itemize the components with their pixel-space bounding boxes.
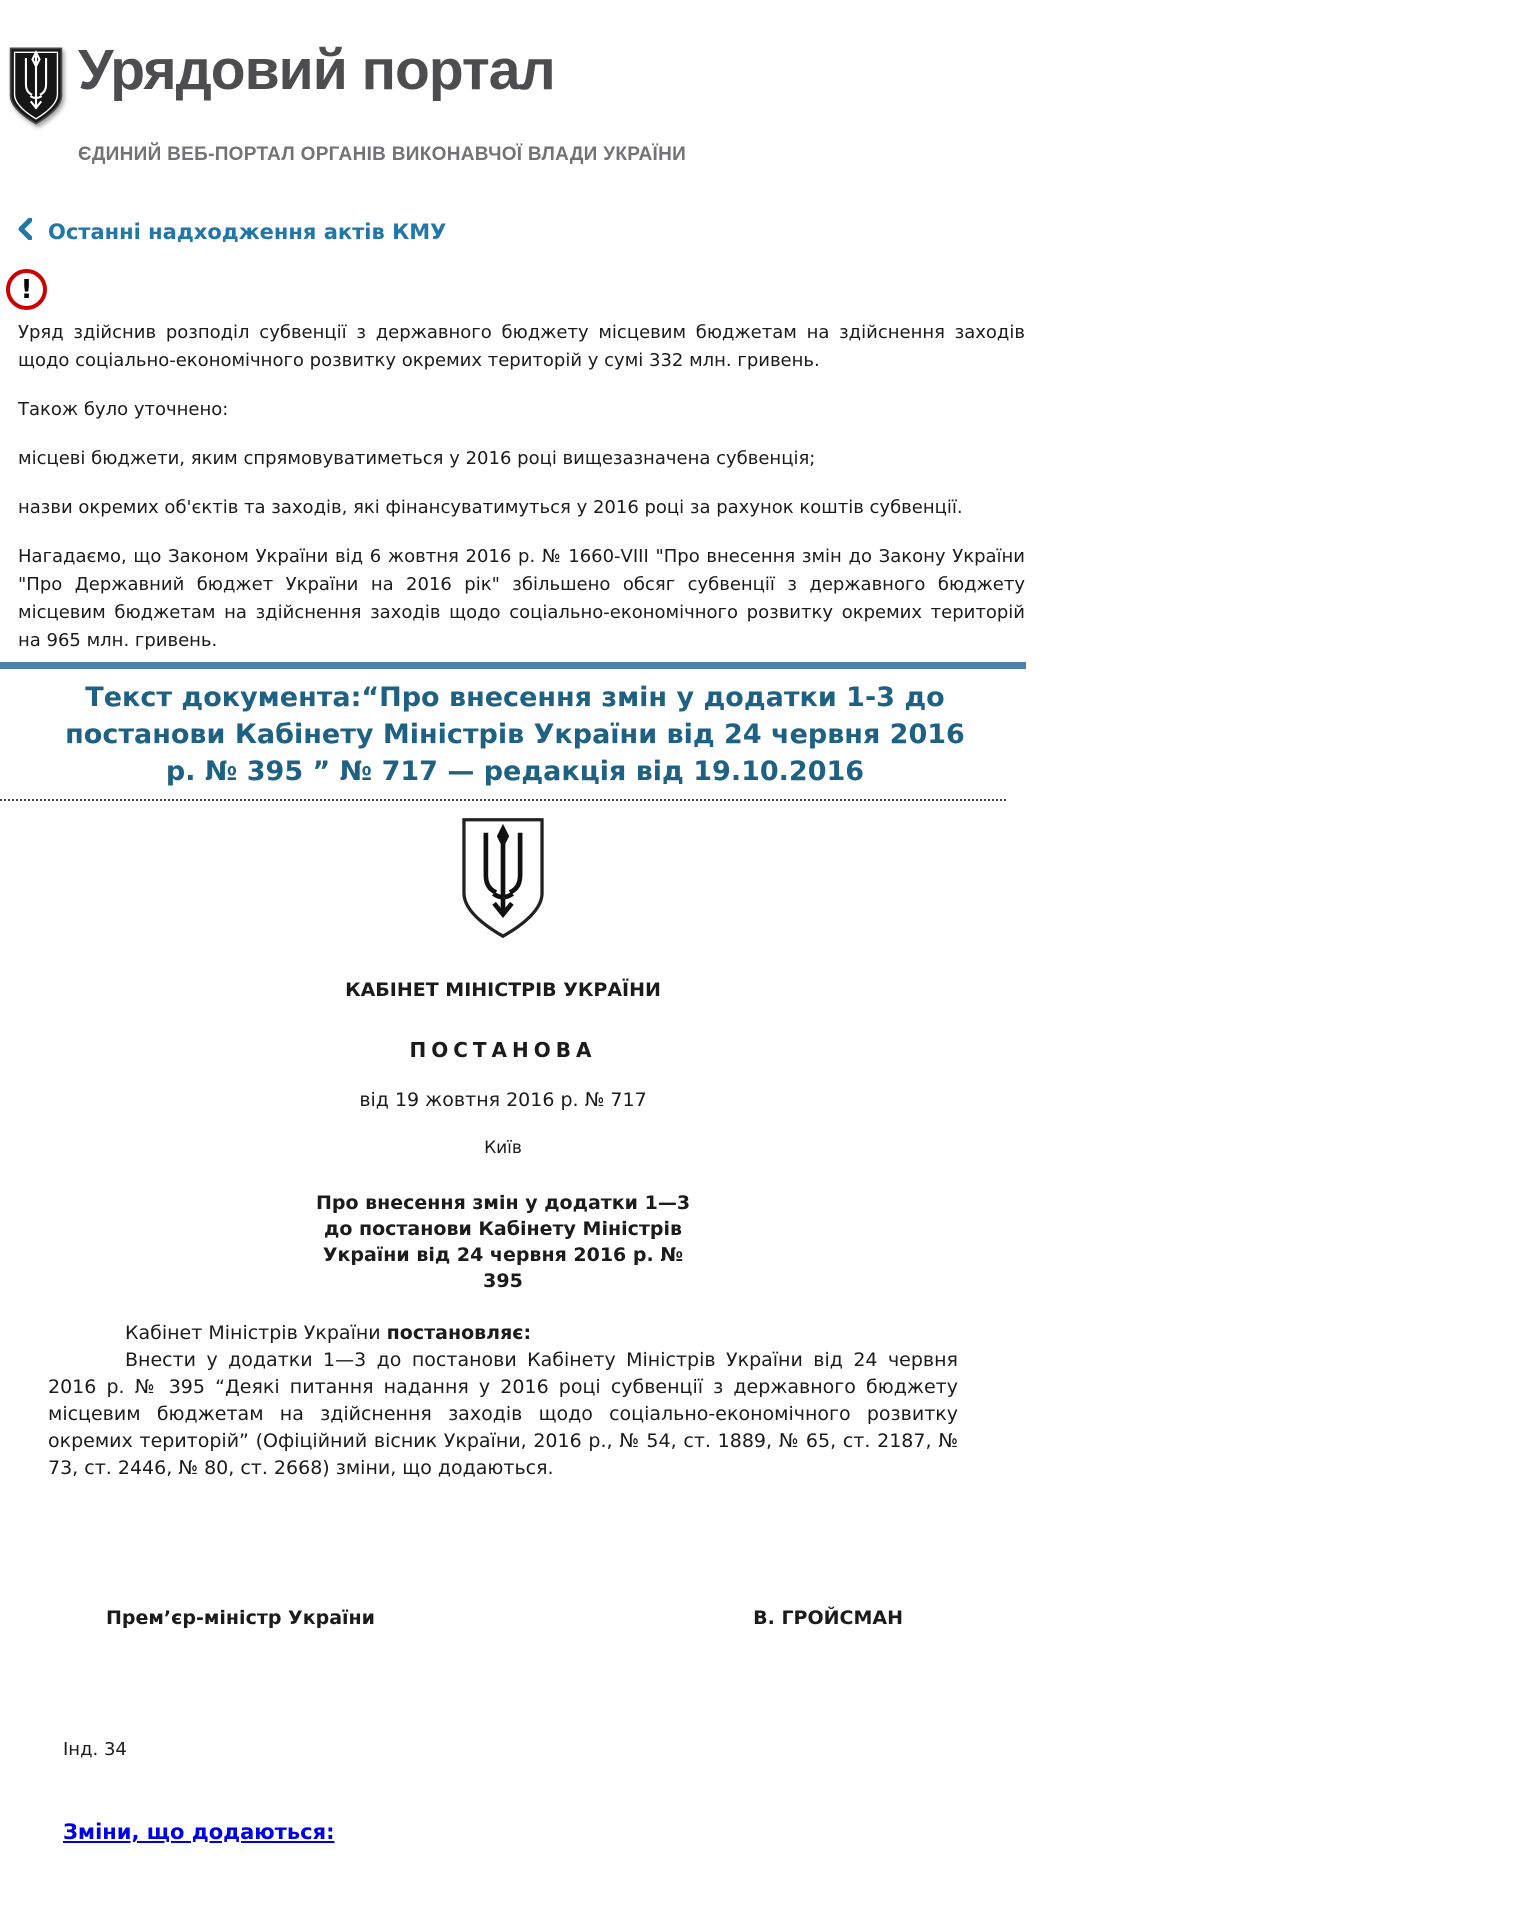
back-link-label: Останні надходження актів КМУ (48, 219, 447, 244)
portal-title: Урядовий портал (78, 38, 555, 102)
preamble-resolves-word: постановляє: (386, 1322, 532, 1344)
news-paragraph: назви окремих об'єктів та заходів, які фінансуватимуться у 2016 році за рахунок коштів субвенції. (18, 497, 963, 518)
back-link-latest-acts[interactable] (18, 218, 446, 245)
document-date-number: від 19 жовтня 2016 р. № 717 (359, 1089, 647, 1111)
document-preamble (48, 1320, 958, 1347)
signature-role: Прем’єр-міністр України (106, 1607, 375, 1629)
news-paragraph: Нагадаємо, що Законом України від 6 жовтня 2016 р. № 1660-VIII "Про внесення змін до Закону України "Про Державний бюджет України на 2016 рік" збільшено обсяг субвенції з державного бюджету місцевим бюджетам на здійснення заходів щодо соціально-економічного розвитку окремих територій на 965 млн. гривень. (18, 546, 1025, 651)
portal-subtitle: ЄДИНИЙ ВЕБ-ПОРТАЛ ОРГАНІВ ВИКОНАВЧОЇ ВЛАДИ УКРАЇНИ (78, 144, 687, 165)
document-title: Про внесення змін у додатки 1—3 до постанови Кабінету Міністрів України від 24 червня 2016 р. № 395 (315, 1192, 691, 1292)
news-paragraph: Уряд здійснив розподіл субвенції з державного бюджету місцевим бюджетам на здійснення заходів щодо соціально-економічного розвитку окремих територій у сумі 332 млн. гривень. (18, 322, 1025, 371)
dotted-separator (0, 799, 1006, 801)
chevron-left-icon (18, 218, 32, 245)
signature-name: В. ГРОЙСМАН (753, 1607, 903, 1629)
official-document (48, 815, 958, 1847)
news-paragraph: Також було уточнено: (18, 399, 229, 420)
signature-row (48, 1605, 958, 1632)
exclamation-circle-icon (6, 269, 47, 310)
section-divider-bar (0, 662, 1026, 669)
document-act-type: ПОСТАНОВА (409, 1038, 597, 1062)
news-paragraph: місцеві бюджети, яким спрямовуватиметься у 2016 році вищезазначена субвенція; (18, 448, 816, 469)
news-summary (18, 319, 1025, 655)
warning-glyph: ! (20, 274, 33, 305)
document-heading-block (0, 679, 1030, 790)
coat-of-arms-trident-icon (459, 815, 547, 941)
document-body-paragraph: Внести у додатки 1—3 до постанови Кабінету Міністрів України від 24 червня 2016 р. № 395 “Деякі питання надання у 2016 році субвенції з державного бюджету місцевим бюджетам на здійснення заходів щодо соціально-економічного розвитку окремих територій” (Офіційний вісник України, 2016 р., № 54, ст. 1889, № 65, ст. 2187, № 73, ст. 2446, № 80, ст. 2668) зміни, що додаються. (48, 1349, 958, 1479)
document-city: Київ (484, 1138, 522, 1158)
document-index: Інд. 34 (63, 1739, 127, 1760)
attachment-changes-link[interactable]: Зміни, що додаються: (63, 1820, 335, 1844)
document-heading: Текст документа:“Про внесення змін у додатки 1-3 до постанови Кабінету Міністрів України від 24 червня 2016 р. № 395 ” № 717 — редакція від 19.10.2016 (65, 682, 965, 787)
preamble-text: Кабінет Міністрів України (125, 1322, 387, 1344)
document-issuer: КАБІНЕТ МІНІСТРІВ УКРАЇНИ (345, 979, 661, 1001)
portal-header (0, 0, 1536, 140)
trident-shield-icon (8, 36, 64, 140)
